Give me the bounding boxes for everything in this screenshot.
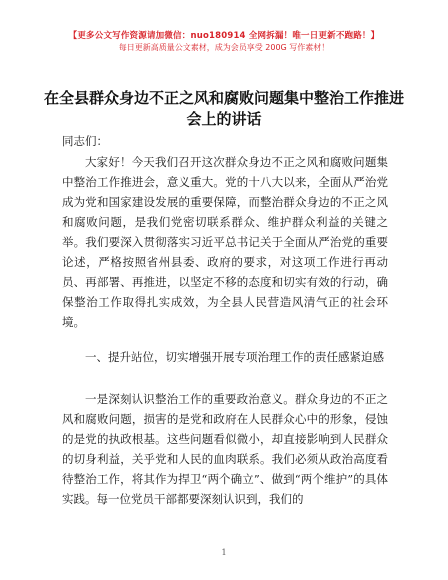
greeting: 同志们： <box>62 134 108 148</box>
promo-banner-line2: 每日更新高质量公文素材，成为会员享受 200G 写作素材！ <box>118 43 330 52</box>
section-heading: 一、提升站位，切实增强开展专项治理工作的责任感紧迫感 <box>85 350 384 364</box>
promo-banner-line1: 【更多公文写作资源请加微信：nuo180914 全网拆漏！唯一日更新不跑路！】 <box>68 31 380 41</box>
document-title: 在全县群众身边不正之风和腐败问题集中整治工作推进会上的讲话 <box>43 89 404 128</box>
paragraph-intro: 大家好！今天我们召开这次群众身边不正之风和腐败问题集中整治工作推进会，意义重大。党的十八大以来，全面从严治党成为党和国家建设发展的重要保障，而整治群众身边的不正之风和腐败问题，是我们党密切联系群众、维护群众利益的关键之举。我们要深入贯彻落实习近平总书记关于全面从严治党的重要论述，严格按照省州县委、政府的要求，对这项工作进行再动员、再部署、再推进，以坚定不移的态度和切实有效的行动，确保整治工作取得扎实成效，为全县人民营造风清气正的社会环境。 <box>62 155 388 329</box>
page-number: 1 <box>221 548 227 557</box>
paragraph-point-one: 一是深刻认识整治工作的重要政治意义。群众身边的不正之风和腐败问题，损害的是党和政府在人民群众心中的形象，侵蚀的是党的执政根基。这些问题看似微小，却直接影响到人民群众的切身利益，关乎党和人民的血肉联系。我们必须从政治高度看待整治工作，将其作为捍卫“两个确立”、做到“两个维护”的具体实践。每一位党员干部都要深刻认识到，我们的 <box>62 392 388 506</box>
promo-banner <box>0 30 448 54</box>
